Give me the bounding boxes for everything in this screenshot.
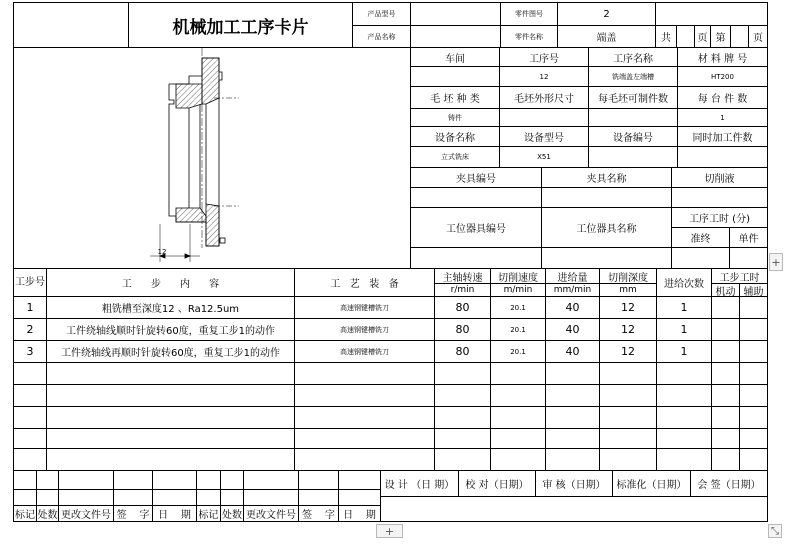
add-row-button[interactable]: + bbox=[376, 524, 403, 538]
revision-mark-label-2: 标记 bbox=[198, 510, 219, 521]
simultaneous-parts-label: 同时加工件数 bbox=[692, 133, 753, 144]
machine-time-header: 机动 bbox=[715, 286, 736, 296]
proof-date-label: 校 对（日期） bbox=[465, 480, 529, 491]
total-pages-label: 共 bbox=[661, 33, 671, 44]
feed-header: 进给量 bbox=[557, 272, 588, 283]
part-drawing-no-value[interactable]: 2 bbox=[603, 8, 610, 20]
process-time-label: 工序工时 (分) bbox=[689, 214, 750, 225]
part-drawing bbox=[14, 48, 409, 267]
process-name-value[interactable]: 铣端盖左端槽 bbox=[612, 72, 654, 81]
cutting-speed-header: 切削速度 bbox=[498, 272, 538, 283]
blank-type-value[interactable]: 铸件 bbox=[448, 113, 462, 122]
equipment-name-value[interactable]: 立式铣床 bbox=[441, 153, 469, 161]
step-content-cell[interactable]: 工件绕轴线顺时针旋转60度，重复工步1的动作 bbox=[65, 326, 276, 337]
resize-handle-icon[interactable]: ⤡ bbox=[768, 524, 782, 538]
depth-cell[interactable]: 12 bbox=[621, 345, 635, 358]
cutting-speed-cell[interactable]: 20.1 bbox=[510, 347, 526, 356]
spindle-speed-header: 主轴转速 bbox=[442, 272, 483, 283]
cutting-speed-unit: m/min bbox=[503, 285, 533, 295]
process-no-label: 工序号 bbox=[529, 53, 559, 65]
product-model-label: 产品型号 bbox=[367, 10, 396, 18]
unit-time-label: 单件 bbox=[738, 234, 759, 245]
step-no-cell: 1 bbox=[26, 301, 34, 314]
parts-per-unit-label: 每 台 件 数 bbox=[697, 94, 748, 105]
step-no-cell: 2 bbox=[26, 323, 34, 336]
material-value[interactable]: HT200 bbox=[711, 72, 734, 81]
design-date-label: 设 计 （日 期） bbox=[384, 480, 455, 491]
part-drawing-no-label: 零件图号 bbox=[515, 10, 543, 18]
final-time-label: 准终 bbox=[690, 234, 711, 245]
spindle-speed-cell[interactable]: 80 bbox=[455, 345, 470, 358]
page-unit-label: 页 bbox=[697, 33, 708, 44]
step-time-header: 工步工时 bbox=[719, 272, 760, 283]
review-date-label: 审 核（日期） bbox=[542, 480, 606, 491]
spindle-speed-cell[interactable]: 80 bbox=[455, 323, 470, 336]
process-name-label: 工序名称 bbox=[613, 53, 653, 65]
process-no-value[interactable]: 12 bbox=[539, 72, 549, 81]
feed-cell[interactable]: 40 bbox=[565, 301, 580, 314]
countersign-date-label: 会 签（日期） bbox=[697, 480, 761, 491]
passes-cell[interactable]: 1 bbox=[680, 301, 688, 314]
product-model-value[interactable] bbox=[411, 3, 500, 25]
step-no-header: 工步号 bbox=[15, 277, 45, 288]
sheet-no-label: 第 bbox=[715, 33, 726, 44]
step-content-header: 工 步 内 容 bbox=[121, 279, 220, 290]
step-no-cell: 3 bbox=[26, 345, 34, 358]
station-tool-name-label: 工位器具名称 bbox=[576, 224, 637, 235]
date-label: 日 期 bbox=[158, 510, 191, 521]
feed-cell[interactable]: 40 bbox=[565, 345, 580, 358]
card-title: 机械加工工序卡片 bbox=[172, 17, 309, 38]
page-unit-label-2: 页 bbox=[753, 33, 763, 44]
equipment-model-value[interactable]: X51 bbox=[537, 153, 551, 161]
feed-unit: mm/min bbox=[553, 285, 592, 295]
date-label-2: 日 期 bbox=[343, 510, 376, 521]
equipment-cell[interactable]: 高速钢键槽铣刀 bbox=[340, 303, 389, 312]
parts-per-blank-label: 每毛坯可制件数 bbox=[598, 94, 668, 105]
fixture-no-label: 夹具编号 bbox=[456, 174, 496, 185]
passes-cell[interactable]: 1 bbox=[680, 323, 688, 336]
passes-header: 进给次数 bbox=[664, 279, 704, 290]
revision-count-label-2: 处数 bbox=[222, 510, 242, 521]
depth-unit: mm bbox=[619, 285, 637, 295]
blank-type-label: 毛 坯 种 类 bbox=[430, 94, 480, 105]
depth-cell[interactable]: 12 bbox=[621, 301, 635, 314]
part-name-label: 零件名称 bbox=[515, 32, 543, 41]
equipment-cell[interactable]: 高速钢键槽铣刀 bbox=[340, 325, 389, 334]
depth-header: 切削深度 bbox=[608, 272, 648, 283]
equipment-cell[interactable]: 高速钢键槽铣刀 bbox=[340, 347, 389, 356]
standardization-date-label: 标准化（日期） bbox=[616, 480, 687, 491]
product-name-label: 产品名称 bbox=[367, 32, 396, 41]
coolant-label: 切削液 bbox=[704, 174, 735, 185]
material-label: 材 料 牌 号 bbox=[697, 53, 748, 65]
parts-per-unit-value[interactable]: 1 bbox=[720, 113, 725, 122]
station-tool-no-label: 工位器具编号 bbox=[446, 224, 506, 235]
fixture-name-label: 夹具名称 bbox=[586, 174, 627, 185]
change-doc-label: 更改文件号 bbox=[61, 510, 111, 521]
spindle-speed-cell[interactable]: 80 bbox=[455, 301, 470, 314]
blank-size-label: 毛坯外形尺寸 bbox=[514, 94, 574, 105]
equipment-no-label: 设备编号 bbox=[613, 133, 653, 144]
equipment-model-label: 设备型号 bbox=[524, 133, 564, 144]
equipment-header: 工 艺 装 备 bbox=[330, 279, 399, 290]
aux-time-header: 辅助 bbox=[743, 286, 764, 296]
equipment-name-label: 设备名称 bbox=[435, 133, 475, 144]
feed-cell[interactable]: 40 bbox=[565, 323, 580, 336]
workshop-label: 车间 bbox=[445, 53, 465, 65]
add-column-button[interactable]: + bbox=[769, 253, 783, 271]
dimension-label: 12 bbox=[157, 248, 167, 256]
signature-label: 签 字 bbox=[116, 510, 150, 521]
part-name-value[interactable]: 端盖 bbox=[596, 33, 617, 44]
cutting-speed-cell[interactable]: 20.1 bbox=[510, 303, 526, 312]
cutting-speed-cell[interactable]: 20.1 bbox=[510, 325, 526, 334]
revision-mark-label: 标记 bbox=[15, 510, 35, 521]
depth-cell[interactable]: 12 bbox=[621, 323, 635, 336]
passes-cell[interactable]: 1 bbox=[680, 345, 688, 358]
step-content-cell[interactable]: 粗铣槽至深度12 、Ra12.5um bbox=[101, 304, 240, 315]
product-name-value[interactable] bbox=[411, 26, 500, 47]
revision-count-label: 处数 bbox=[37, 510, 58, 521]
spindle-speed-unit: r/min bbox=[450, 285, 475, 295]
step-content-cell[interactable]: 工件绕轴线再顺时针旋转60度，重复工步1的动作 bbox=[60, 348, 281, 359]
signature-label-2: 签 字 bbox=[302, 510, 335, 521]
change-doc-label-2: 更改文件号 bbox=[246, 510, 296, 521]
